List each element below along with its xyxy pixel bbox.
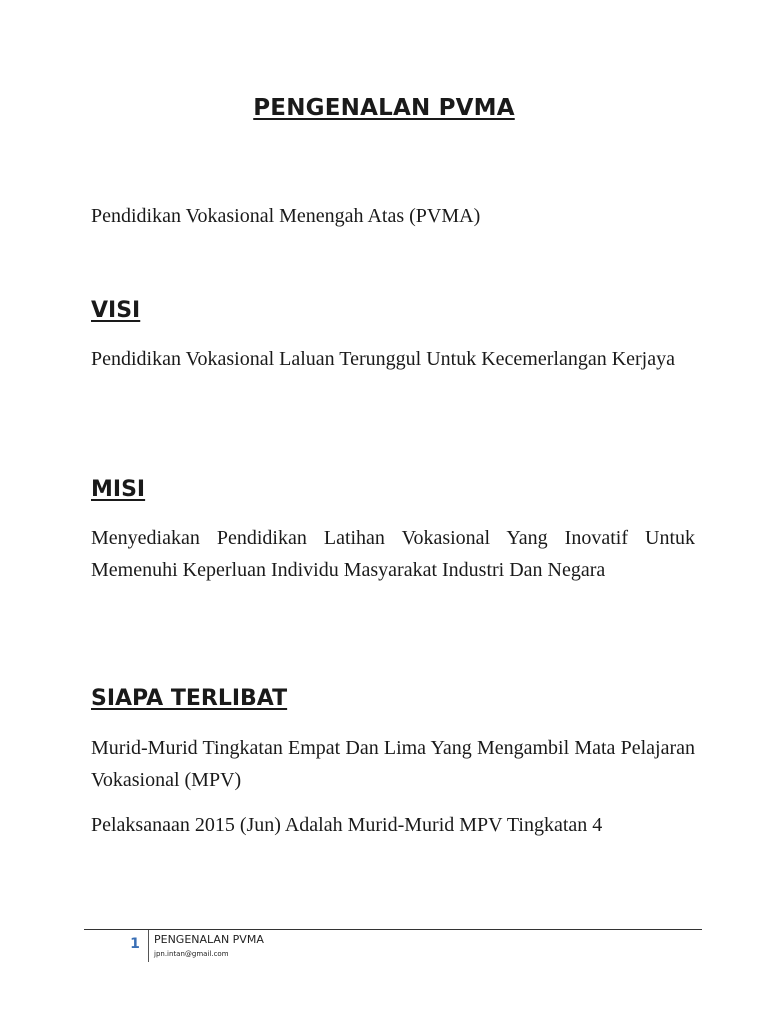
- misi-heading: MISI: [91, 477, 146, 502]
- footer-page-number: 1: [130, 936, 140, 952]
- visi-text: Pendidikan Vokasional Laluan Terunggul Untuk Kecemerlangan Kerjaya: [91, 348, 675, 370]
- intro-text: Pendidikan Vokasional Menengah Atas (PVMA): [91, 205, 481, 227]
- footer-email: jpn.intan@gmail.com: [154, 950, 229, 958]
- footer-title: PENGENALAN PVMA: [154, 933, 264, 946]
- footer-divider: [148, 930, 149, 962]
- misi-text: Menyediakan Pendidikan Latihan Vokasional Yang Inovatif Untuk Memenuhi Keperluan Individu Masyarakat Industri Dan Negara: [91, 527, 695, 581]
- footer-rule: [84, 929, 702, 930]
- visi-heading: VISI: [91, 298, 141, 323]
- siapa-terlibat-heading: SIAPA TERLIBAT: [91, 686, 288, 711]
- siapa-terlibat-text: Murid-Murid Tingkatan Empat Dan Lima Yang Mengambil Mata Pelajaran Vokasional (MPV): [91, 737, 695, 791]
- page-title: PENGENALAN PVMA: [253, 95, 515, 121]
- siapa-terlibat-implementation-text: Pelaksanaan 2015 (Jun) Adalah Murid-Murid MPV Tingkatan 4: [91, 814, 603, 836]
